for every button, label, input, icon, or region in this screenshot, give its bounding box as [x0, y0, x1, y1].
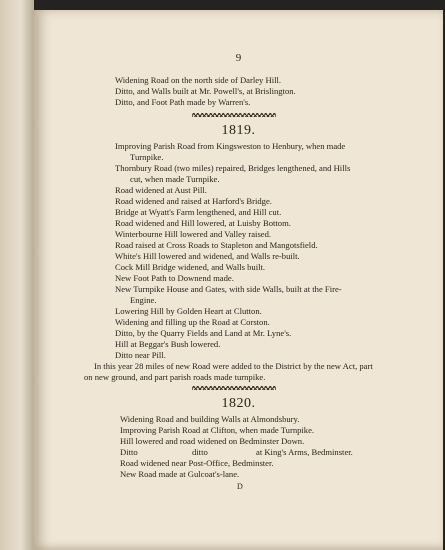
entry-line: Bridge at Wyatt's Farm lengthened, and Hill cut. — [115, 207, 282, 217]
entry-line: Thornbury Road (two miles) repaired, Bridges lengthened, and Hills — [115, 163, 351, 173]
entry-line: New Turnpike House and Gates, with side Walls, built at the Fire- — [115, 284, 342, 294]
entry-line: Engine. — [130, 295, 157, 305]
entry-line: Road widened and Hill lowered, at Luisby Bottom. — [115, 218, 291, 228]
entry-line: Cock Mill Bridge widened, and Walls built. — [115, 262, 265, 272]
entry-line: Improving Parish Road at Clifton, when made Turnpike. — [120, 425, 315, 435]
ditto-label: ditto — [192, 447, 208, 457]
entry-line: Improving Parish Road from Kingsweston to Henbury, when made — [115, 141, 346, 151]
entry-line: Lowering Hill by Golden Heart at Clutton. — [115, 306, 262, 316]
ornamental-rule — [192, 386, 276, 390]
entry-line: Road raised at Cross Roads to Stapleton and Mangotsfield. — [115, 240, 318, 250]
signature-mark: D — [237, 482, 243, 491]
ornamental-rule — [192, 113, 276, 117]
line-powells: Ditto, and Walls built at Mr. Powell's, at Brislington. — [115, 86, 296, 96]
book-page — [34, 10, 443, 550]
entry-line: Road widened near Post-Office, Bedminster. — [120, 458, 274, 468]
entry-line: cut, when made Turnpike. — [130, 174, 220, 184]
line-darley-hill: Widening Road on the north side of Darley Hill. — [115, 75, 282, 85]
entry-line-kings-arms: at King's Arms, Bedminster. — [256, 447, 353, 457]
entry-line: Widening Road and building Walls at Almondsbury. — [120, 414, 300, 424]
entry-line: New Foot Path to Downend made. — [115, 273, 234, 283]
entry-line: Road widened at Aust Pill. — [115, 185, 207, 195]
entry-line: Ditto near Pill. — [115, 350, 166, 360]
entry-line: Road widened and raised at Harford's Bridge. — [115, 196, 272, 206]
district-note-line-1: In this year 28 miles of new Road were added to the District by the new Act, part — [94, 361, 373, 371]
entry-line: Hill at Beggar's Bush lowered. — [115, 339, 221, 349]
entry-line: White's Hill lowered and widened, and Walls re-built. — [115, 251, 300, 261]
page-number: 9 — [235, 52, 242, 64]
district-note-line-2: on new ground, and part parish roads made turnpike. — [84, 372, 266, 382]
ditto-label: Ditto — [120, 447, 138, 457]
entry-line: Turnpike. — [130, 152, 164, 162]
line-warrens: Ditto, and Foot Path made by Warren's. — [115, 97, 251, 107]
entry-line: Hill lowered and road widened on Bedminster Down. — [120, 436, 305, 446]
entry-line: Winterbourne Hill lowered and Valley raised. — [115, 229, 272, 239]
entry-line: Widening and filling up the Road at Corston. — [115, 317, 270, 327]
entry-line: Ditto, by the Quarry Fields and Land at Mr. Lyne's. — [115, 328, 292, 338]
year-heading-1819: 1819. — [221, 123, 256, 138]
year-heading-1820: 1820. — [221, 396, 256, 411]
facing-page-edge — [0, 0, 34, 550]
entry-line: New Road made at Gulcoat's-lane. — [120, 469, 240, 479]
